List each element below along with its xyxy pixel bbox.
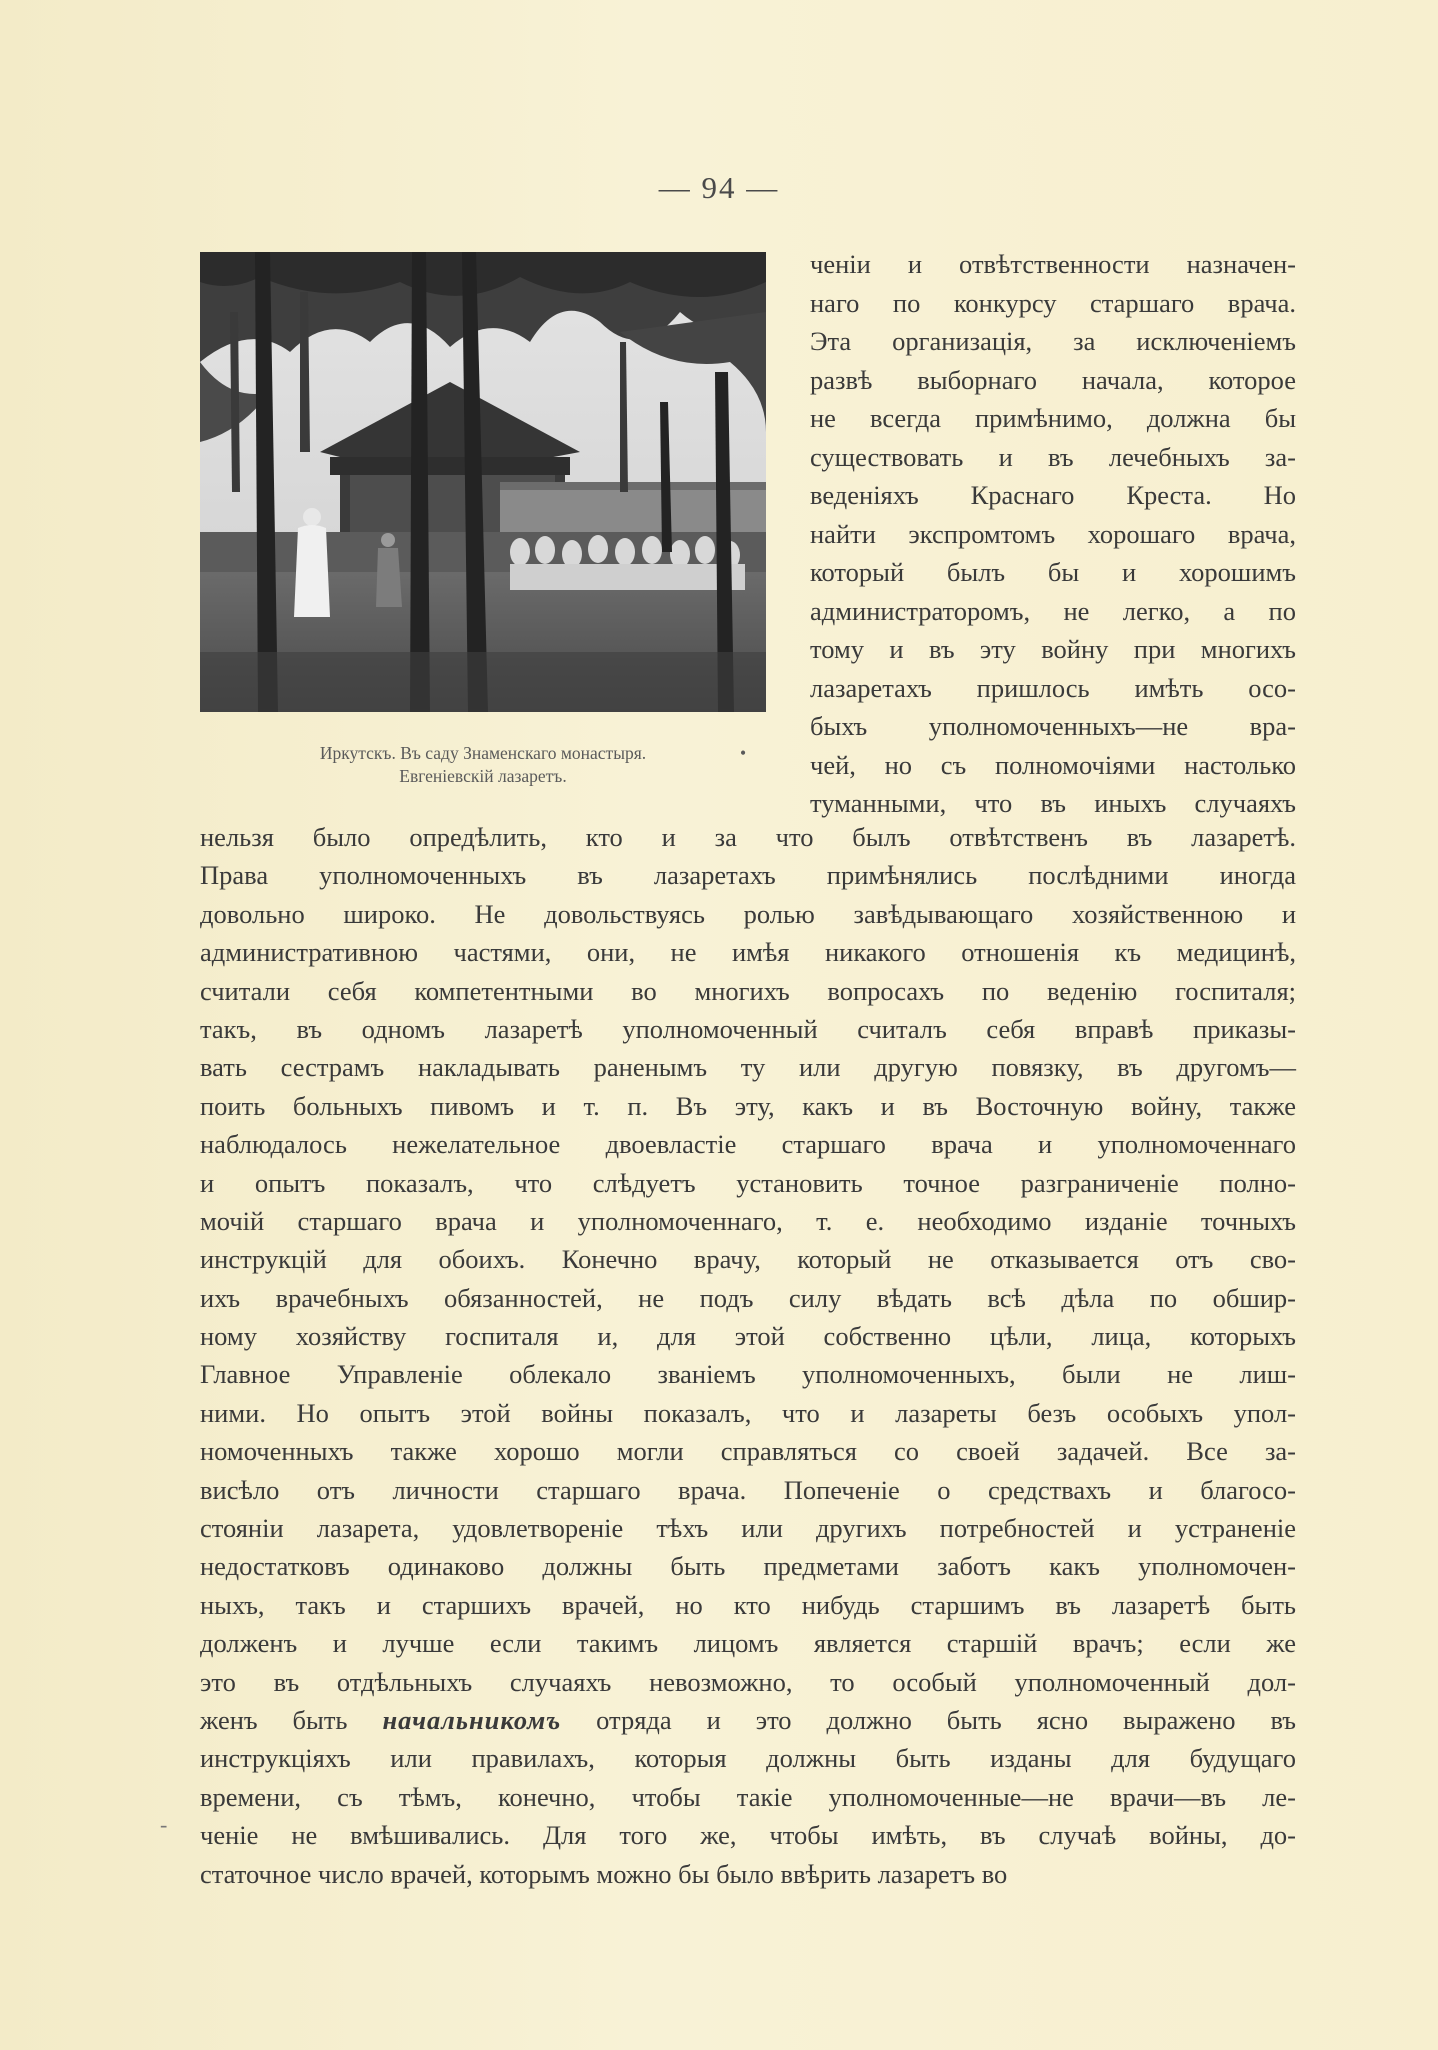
text-line-with-emphasis bbox=[200, 1701, 1296, 1739]
page-number: — 94 — bbox=[658, 170, 780, 205]
text-line: существовать и въ лечебныхъ за- bbox=[810, 441, 1296, 472]
text-line: тому и въ эту войну при многихъ bbox=[810, 634, 1296, 664]
text-line: нельзя было опредѣлить, кто и за что былъ отвѣтственъ въ лазаретѣ. bbox=[200, 822, 1296, 852]
text-line: ченіи и отвѣтственности назначен- bbox=[810, 249, 1296, 279]
text-line: чей, но съ полномочіями настолько bbox=[810, 749, 1296, 780]
text-line: ному хозяйству госпиталя и, для этой собственно цѣли, лица, которыхъ bbox=[200, 1321, 1296, 1352]
caption-mark: • bbox=[740, 743, 747, 763]
text-line: найти экспромтомъ хорошаго врача, bbox=[810, 518, 1296, 549]
text-line: развѣ выборнаго начала, которое bbox=[810, 364, 1296, 395]
margin-mark: - bbox=[160, 1812, 168, 1837]
photograph bbox=[200, 252, 766, 712]
text-line: недостатковъ одинаково должны быть предметами заботъ какъ уполномочен- bbox=[200, 1551, 1296, 1582]
text-line: поить больныхъ пивомъ и т. п. Въ эту, какъ и въ Восточную войну, также bbox=[200, 1090, 1296, 1121]
text-line: ченіе не вмѣшивались. Для того же, чтобы имѣть, въ случаѣ войны, до- bbox=[200, 1820, 1296, 1851]
caption-line-2: Евгеніевскій лазаретъ. bbox=[399, 766, 567, 786]
text-line: статочное число врачей, которымъ можно бы было ввѣрить лазаретъ во bbox=[200, 1858, 1008, 1889]
text-line: висѣло отъ личности старшаго врача. Попеченіе о средствахъ и благосо- bbox=[200, 1474, 1296, 1505]
text-line: быхъ уполномоченныхъ—не вра- bbox=[810, 711, 1296, 741]
text-line: веденіяхъ Краснаго Креста. Но bbox=[810, 480, 1296, 510]
text-line: Права уполномоченныхъ въ лазаретахъ примѣнялись послѣдними иногда bbox=[200, 860, 1296, 891]
text-line: администраторомъ, не легко, а по bbox=[810, 595, 1296, 626]
text-run: женъ быть bbox=[200, 1704, 383, 1735]
text-line: Эта организація, за исключеніемъ bbox=[810, 326, 1296, 356]
text-line: инструкцій для обоихъ. Конечно врачу, который не отказывается отъ сво- bbox=[200, 1244, 1296, 1275]
text-line: туманными, что въ иныхъ случаяхъ bbox=[810, 788, 1296, 818]
text-line: вать сестрамъ накладывать раненымъ ту или другую повязку, въ другомъ— bbox=[200, 1052, 1296, 1083]
text-line: наблюдалось нежелательное двоевластіе старшаго врача и уполномоченнаго bbox=[200, 1129, 1296, 1160]
text-line: административною частями, они, не имѣя никакого отношенія къ медицинѣ, bbox=[200, 937, 1296, 968]
text-line: наго по конкурсу старшаго врача. bbox=[810, 287, 1296, 318]
emphasized-word: начальникомъ bbox=[382, 1704, 562, 1735]
text-line: ныхъ, такъ и старшихъ врачей, но кто нибудь старшимъ въ лазаретѣ быть bbox=[200, 1589, 1296, 1620]
text-line: времени, съ тѣмъ, конечно, чтобы такіе уполномоченные—не врачи—въ ле- bbox=[200, 1781, 1296, 1812]
text-line: номоченныхъ также хорошо могли справляться со своей задачей. Все за- bbox=[200, 1436, 1296, 1467]
text-line: считали себя компетентными во многихъ вопросахъ по веденію госпиталя; bbox=[200, 975, 1296, 1006]
caption-line-1: Иркутскъ. Въ саду Знаменскаго монастыря. bbox=[319, 743, 647, 763]
text-line: не всегда примѣнимо, должна бы bbox=[810, 403, 1296, 433]
text-line: Главное Управленіе облекало званіемъ уполномоченныхъ, были не лиш- bbox=[200, 1359, 1296, 1390]
text-line: долженъ и лучше если такимъ лицомъ является старшій врачъ; если же bbox=[200, 1628, 1296, 1659]
body-text bbox=[200, 818, 1296, 1893]
garden-photo-image bbox=[200, 252, 766, 712]
text-line: который былъ бы и хорошимъ bbox=[810, 557, 1296, 587]
text-run: отряда и это должно быть ясно выражено въ bbox=[561, 1704, 1297, 1735]
text-line: ними. Но опытъ этой войны показалъ, что и лазареты безъ особыхъ упол- bbox=[200, 1397, 1296, 1428]
photo-caption bbox=[200, 742, 766, 788]
text-line: такъ, въ одномъ лазаретѣ уполномоченный считалъ себя вправѣ приказы- bbox=[200, 1013, 1296, 1044]
text-line: и опытъ показалъ, что слѣдуетъ установить точное разграниченіе полно- bbox=[200, 1167, 1296, 1198]
text-line: инструкціяхъ или правилахъ, которыя должны быть изданы для будущаго bbox=[200, 1743, 1296, 1774]
right-column-text bbox=[810, 245, 1296, 823]
text-line: лазаретахъ пришлось имѣть осо- bbox=[810, 672, 1296, 703]
text-line: стояніи лазарета, удовлетвореніе тѣхъ или другихъ потребностей и устраненіе bbox=[200, 1513, 1296, 1544]
text-line: это въ отдѣльныхъ случаяхъ невозможно, то особый уполномоченный дол- bbox=[200, 1666, 1296, 1697]
text-line: мочій старшаго врача и уполномоченнаго, т. е. необходимо изданіе точныхъ bbox=[200, 1205, 1296, 1236]
text-line: довольно широко. Не довольствуясь ролью завѣдывающаго хозяйственною и bbox=[200, 898, 1296, 929]
text-line: ихъ врачебныхъ обязанностей, не подъ силу вѣдать всѣ дѣла по обшир- bbox=[200, 1282, 1296, 1313]
